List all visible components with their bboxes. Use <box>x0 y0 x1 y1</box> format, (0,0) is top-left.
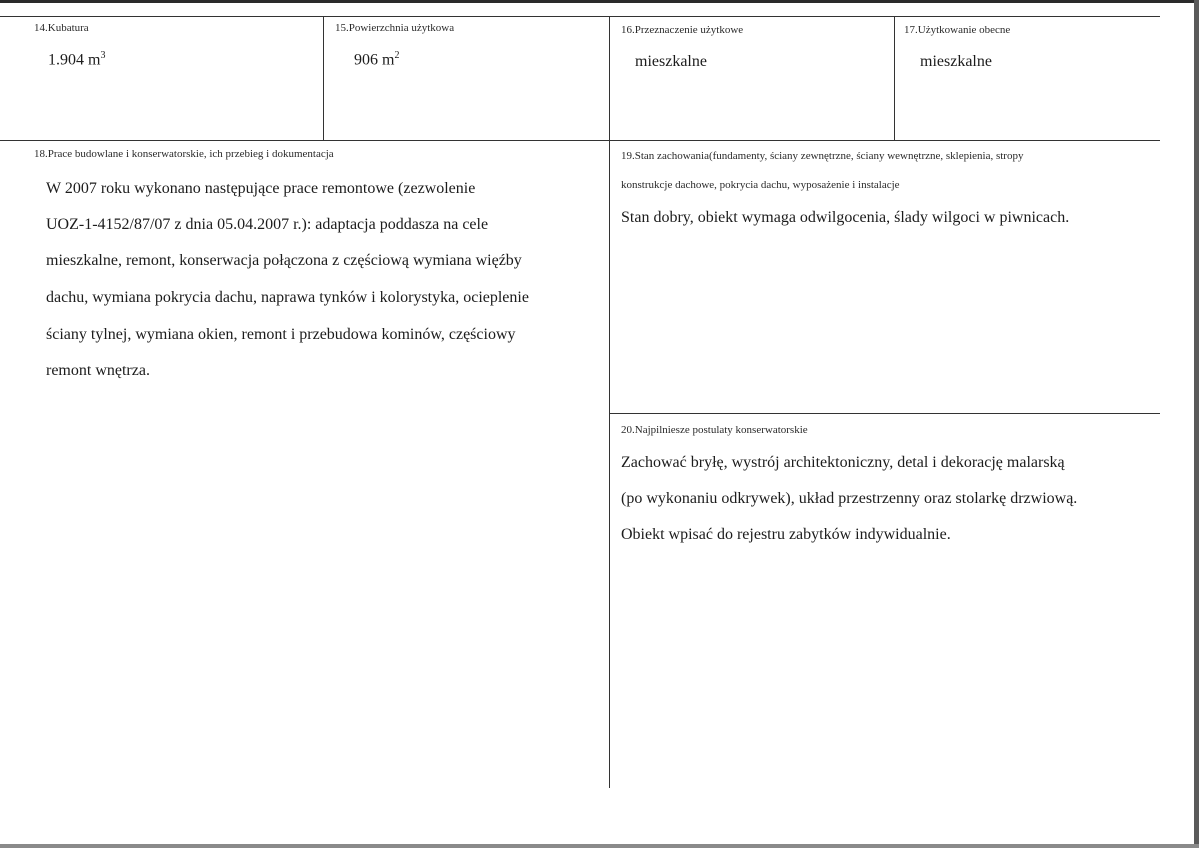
prace-label: 18.Prace budowlane i konserwatorskie, ich przebieg i dokumentacja <box>34 148 334 160</box>
prace-line-1: W 2007 roku wykonano następujące prace remontowe (zezwolenie <box>46 180 476 197</box>
powierzchnia-label: 15.Powierzchnia użytkowa <box>335 22 455 34</box>
kubatura-label: 14.Kubatura <box>34 22 89 34</box>
uzytkowanie-value: mieszkalne <box>920 53 992 70</box>
prace-line-2: UOZ-1-4152/87/07 z dnia 05.04.2007 r.): adaptacja poddasza na cele <box>46 216 489 233</box>
powierzchnia-unit: m <box>382 51 395 69</box>
powierzchnia-unit-exponent: 2 <box>394 50 400 61</box>
uzytkowanie-label: 17.Użytkowanie obecne <box>904 24 1011 36</box>
prace-line-6: remont wnętrza. <box>46 362 150 379</box>
przeznaczenie-value: mieszkalne <box>635 53 707 70</box>
grid-line-box19-bottom <box>609 413 1160 414</box>
prace-line-5: ściany tylnej, wymiana okien, remont i przebudowa kominów, częściowy <box>46 326 516 343</box>
kubatura-number: 1.904 <box>48 51 84 69</box>
stan-label-line-2: konstrukcje dachowe, pokrycia dachu, wyposażenie i instalacje <box>621 179 900 191</box>
kubatura-unit-exponent: 3 <box>100 50 106 61</box>
przeznaczenie-label: 16.Przeznaczenie użytkowe <box>621 24 744 36</box>
scan-edge-bottom <box>0 844 1199 848</box>
grid-line-col2 <box>609 16 610 788</box>
scan-edge-top <box>0 0 1199 3</box>
postulaty-line-3: Obiekt wpisać do rejestru zabytków indywidualnie. <box>621 526 951 543</box>
kubatura-unit: m <box>88 51 101 69</box>
scan-edge-right <box>1194 0 1199 848</box>
stan-text: Stan dobry, obiekt wymaga odwilgocenia, ślady wilgoci w piwnicach. <box>621 209 1070 226</box>
powierzchnia-value <box>354 50 399 69</box>
stan-label-line-1: 19.Stan zachowania(fundamenty, ściany zewnętrzne, ściany wewnętrzne, sklepienia, stropy <box>621 150 1024 162</box>
postulaty-label: 20.Najpilniesze postulaty konserwatorskie <box>621 424 808 436</box>
postulaty-line-1: Zachować bryłę, wystrój architektoniczny, detal i dekorację malarską <box>621 454 1065 471</box>
grid-line-col3 <box>894 16 895 140</box>
postulaty-line-2: (po wykonaniu odkrywek), układ przestrzenny oraz stolarkę drzwiową. <box>621 490 1078 507</box>
grid-line-col1 <box>323 16 324 140</box>
prace-line-3: mieszkalne, remont, konserwacja połączona z częściową wymiana więźby <box>46 252 522 269</box>
prace-line-4: dachu, wymiana pokrycia dachu, naprawa tynków i kolorystyka, ocieplenie <box>46 289 529 306</box>
grid-line-top <box>0 16 1160 17</box>
kubatura-value <box>48 50 105 69</box>
powierzchnia-number: 906 <box>354 51 378 69</box>
grid-line-row1-bottom <box>0 140 1160 141</box>
